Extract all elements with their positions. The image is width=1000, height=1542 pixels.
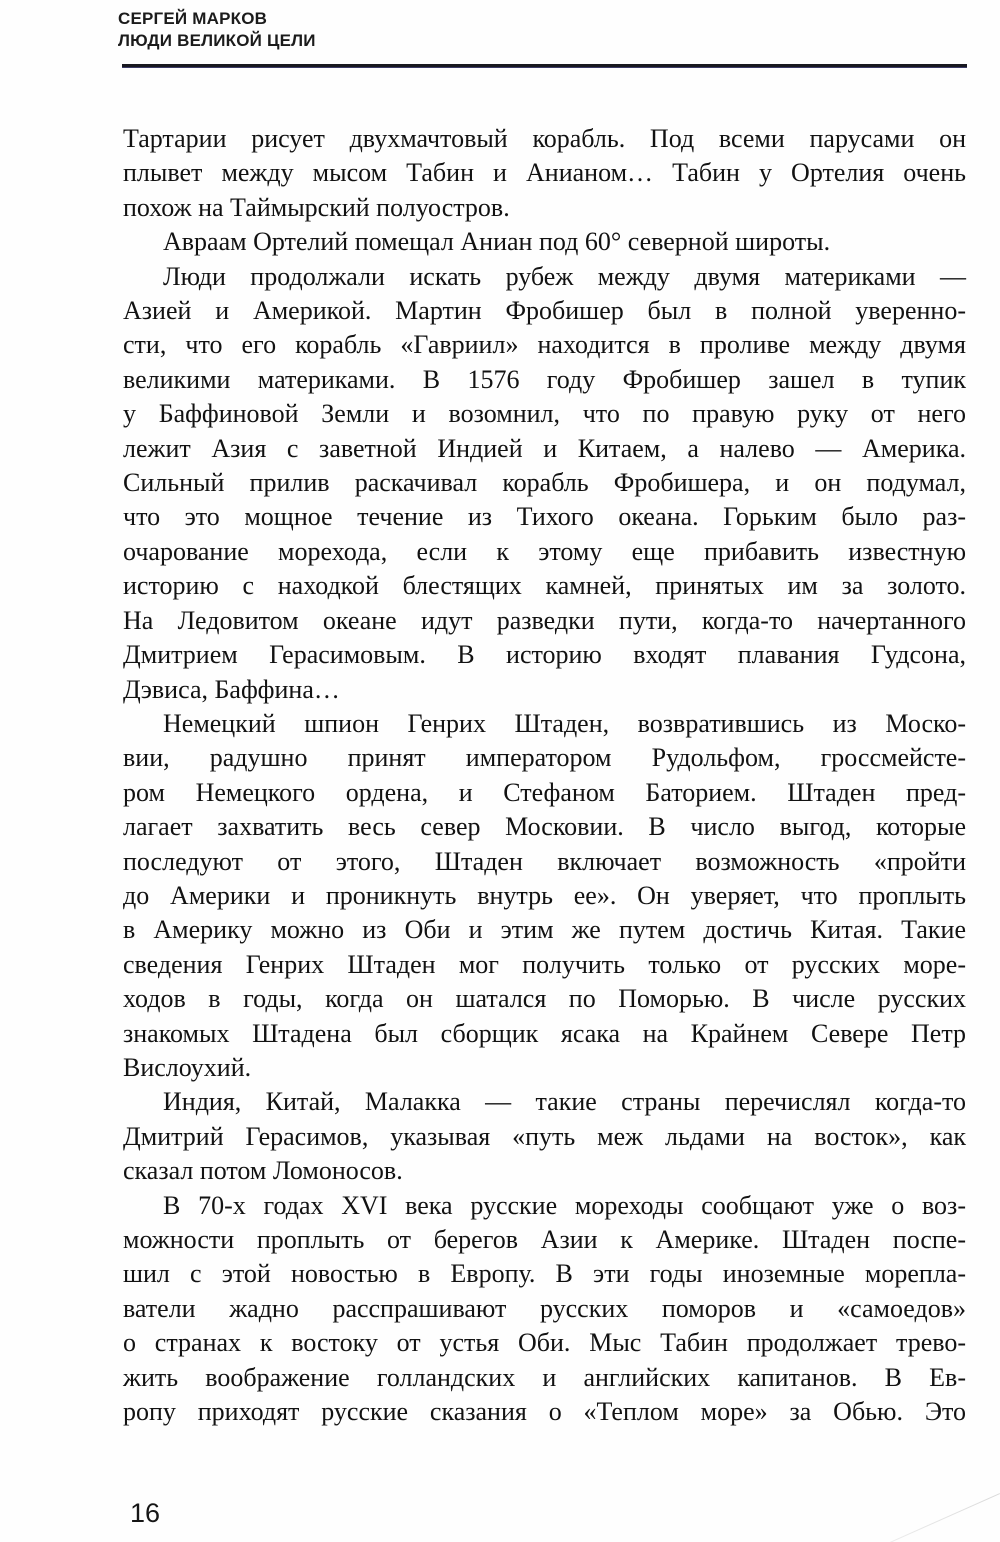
- running-header: [118, 8, 316, 52]
- text-line: Тартарии рисует двухмачтовый корабль. Под всеми парусами он: [123, 124, 966, 153]
- text-line: последуют от этого, Штаден включает возможность «пройти: [123, 846, 966, 876]
- text-line: Дмитрием Герасимовым. В историю входят плавания Гудсона,: [123, 640, 966, 670]
- text-line: у Баффиновой Земли и возомнил, что по правую руку от него: [123, 399, 966, 429]
- header-rule: [122, 64, 967, 68]
- page-number: 16: [130, 1498, 161, 1528]
- header-title: ЛЮДИ ВЕЛИКОЙ ЦЕЛИ: [118, 31, 316, 50]
- text-line: вии, радушно принят императором Рудольфом, гроссмейсте-: [123, 743, 966, 773]
- text-line: Вислоухий.: [123, 1052, 252, 1082]
- text-line: сти, что его корабль «Гавриил» находится в проливе между двумя: [123, 330, 966, 360]
- text-line: похож на Таймырский полуостров.: [123, 192, 510, 222]
- text-line: Индия, Китай, Малакка — такие страны перечислял когда-то: [163, 1087, 966, 1117]
- text-line: На Ледовитом океане идут разведки пути, когда-то начертанного: [123, 605, 966, 635]
- text-line: в Америку можно из Оби и этим же путем достичь Китая. Такие: [123, 915, 966, 945]
- text-line: шил с этой новостью в Европу. В эти годы иноземные морепла-: [123, 1259, 966, 1289]
- text-line: ватели жадно расспрашивают русских поморов и «самоедов»: [123, 1293, 966, 1323]
- text-line: до Америки и проникнуть внутрь ее». Он уверяет, что проплыть: [123, 880, 966, 910]
- text-line: Сильный прилив раскачивал корабль Фробишера, и он подумал,: [123, 468, 966, 498]
- text-line: плывет между мысом Табин и Анианом… Табин у Ортелия очень: [123, 158, 966, 188]
- text-line: ходов в годы, когда он шатался по Поморью. В числе русских: [123, 984, 966, 1014]
- text-line: Дмитрий Герасимов, указывая «путь меж льдами на восток», как: [123, 1121, 966, 1151]
- text-line: историю с находкой блестящих камней, принятых им за золото.: [123, 571, 966, 601]
- text-line: ропу приходят русские сказания о «Теплом море» за Обью. Это: [123, 1397, 966, 1427]
- text-line: Люди продолжали искать рубеж между двумя материками —: [163, 261, 966, 291]
- text-line: лагает захватить весь север Московии. В число выгод, которые: [123, 812, 966, 842]
- text-line: жить воображение голландских и английских капитанов. В Ев-: [123, 1362, 966, 1392]
- text-line: сказал потом Ломоносов.: [123, 1156, 403, 1186]
- text-line: знакомых Штадена был сборщик ясака на Крайнем Севере Петр: [123, 1018, 966, 1048]
- header-author: СЕРГЕЙ МАРКОВ: [118, 9, 268, 28]
- text-line: В 70-х годах XVI века русские мореходы сообщают уже о воз-: [163, 1190, 966, 1220]
- text-line: лежит Азия с заветной Индией и Китаем, а налево — Америка.: [123, 433, 966, 463]
- text-line: ром Немецкого ордена, и Стефаном Баторием. Штаден пред-: [123, 777, 966, 807]
- text-line: что это мощное течение из Тихого океана. Горьким было раз-: [123, 502, 966, 532]
- text-line: Авраам Ортелий помещал Аниан под 60° северной широты.: [163, 227, 831, 257]
- text-line: Дэвиса, Баффина…: [123, 674, 340, 704]
- text-line: великими материками. В 1576 году Фробишер зашел в тупик: [123, 364, 966, 394]
- scan-artifact-line: [789, 1493, 1000, 1542]
- text-line: очарование морехода, если к этому еще прибавить известную: [123, 536, 966, 566]
- text-line: можности проплыть от берегов Азии к Америке. Штаден поспе-: [123, 1225, 966, 1254]
- text-line: Немецкий шпион Генрих Штаден, возвратившись из Моско-: [163, 708, 966, 738]
- text-line: Азией и Америкой. Мартин Фробишер был в полной уверенно-: [123, 296, 966, 326]
- body-text: [123, 122, 966, 1429]
- text-line: о странах к востоку от устья Оби. Мыс Табин продолжает трево-: [123, 1328, 966, 1358]
- text-line: сведения Генрих Штаден мог получить только от русских море-: [123, 949, 966, 979]
